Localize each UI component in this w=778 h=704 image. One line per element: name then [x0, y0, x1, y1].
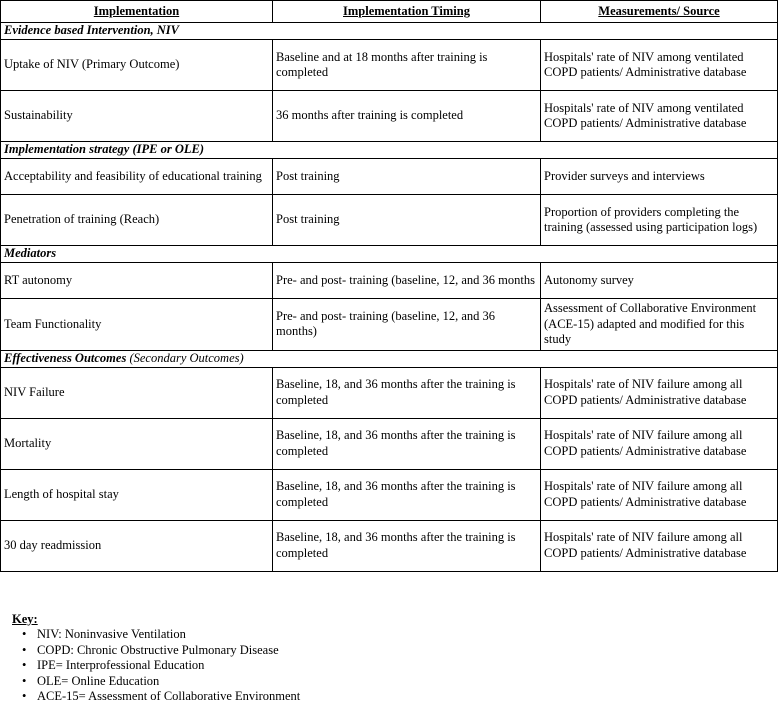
- key-item: [12, 627, 300, 642]
- cell-measurement: Hospitals' rate of NIV failure among all COPD patients/ Administrative database: [541, 469, 778, 520]
- cell-timing: Baseline and at 18 months after training is completed: [273, 40, 541, 91]
- cell-timing: Baseline, 18, and 36 months after the training is completed: [273, 367, 541, 418]
- cell-timing: Pre- and post- training (baseline, 12, and 36 months: [273, 263, 541, 299]
- bullet-icon: •: [22, 627, 27, 642]
- key-item: [12, 643, 300, 658]
- section-title: Mediators: [4, 246, 57, 261]
- table-row: [1, 263, 778, 299]
- section-row: [1, 142, 778, 159]
- cell-implementation: Sustainability: [1, 91, 273, 142]
- bullet-icon: •: [22, 658, 27, 673]
- header-row: [1, 1, 778, 23]
- table-row: [1, 40, 778, 91]
- cell-implementation: Uptake of NIV (Primary Outcome): [1, 40, 273, 91]
- key-item: [12, 689, 300, 704]
- table-row: [1, 418, 778, 469]
- cell-implementation: Acceptability and feasibility of educational training: [1, 159, 273, 195]
- cell-measurement: Hospitals' rate of NIV failure among all COPD patients/ Administrative database: [541, 520, 778, 571]
- key-list: [12, 627, 300, 704]
- table-row: [1, 367, 778, 418]
- header-measurements: Measurements/ Source: [541, 1, 778, 23]
- cell-implementation: Penetration of training (Reach): [1, 195, 273, 246]
- key-legend: [12, 612, 300, 704]
- table-row: [1, 195, 778, 246]
- section-title: Implementation strategy (IPE or OLE): [4, 142, 204, 157]
- cell-implementation: Mortality: [1, 418, 273, 469]
- table-row: [1, 299, 778, 351]
- section-subtitle: (Secondary Outcomes): [129, 350, 244, 365]
- bullet-icon: •: [22, 642, 27, 657]
- key-item: [12, 674, 300, 689]
- key-item-text: NIV: Noninvasive Ventilation: [37, 627, 186, 642]
- cell-measurement: Hospitals' rate of NIV among ventilated COPD patients/ Administrative database: [541, 91, 778, 142]
- cell-timing: Post training: [273, 159, 541, 195]
- cell-measurement: Hospitals' rate of NIV failure among all COPD patients/ Administrative database: [541, 418, 778, 469]
- cell-measurement: Autonomy survey: [541, 263, 778, 299]
- key-title: Key:: [12, 612, 38, 626]
- section-title: Effectiveness Outcomes: [4, 350, 127, 365]
- cell-implementation: RT autonomy: [1, 263, 273, 299]
- key-item-text: COPD: Chronic Obstructive Pulmonary Disease: [37, 642, 279, 657]
- cell-measurement: Provider surveys and interviews: [541, 159, 778, 195]
- cell-timing: 36 months after training is completed: [273, 91, 541, 142]
- key-item-text: ACE-15= Assessment of Collaborative Environment: [37, 689, 301, 704]
- bullet-icon: •: [22, 673, 27, 688]
- cell-timing: Baseline, 18, and 36 months after the training is completed: [273, 469, 541, 520]
- cell-measurement: Hospitals' rate of NIV among ventilated COPD patients/ Administrative database: [541, 40, 778, 91]
- cell-timing: Post training: [273, 195, 541, 246]
- key-item-text: IPE= Interprofessional Education: [37, 658, 205, 673]
- cell-implementation: Team Functionality: [1, 299, 273, 351]
- cell-implementation: 30 day readmission: [1, 520, 273, 571]
- cell-implementation: Length of hospital stay: [1, 469, 273, 520]
- cell-measurement: Assessment of Collaborative Environment (ACE-15) adapted and modified for this study: [541, 299, 778, 351]
- bullet-icon: •: [22, 689, 27, 704]
- section-row: [1, 23, 778, 40]
- cell-timing: Baseline, 18, and 36 months after the training is completed: [273, 418, 541, 469]
- key-item-text: OLE= Online Education: [37, 673, 160, 688]
- cell-measurement: Hospitals' rate of NIV failure among all COPD patients/ Administrative database: [541, 367, 778, 418]
- header-timing: Implementation Timing: [273, 1, 541, 23]
- table-row: [1, 520, 778, 571]
- section-title: Evidence based Intervention, NIV: [4, 23, 179, 38]
- cell-implementation: NIV Failure: [1, 367, 273, 418]
- key-item: [12, 658, 300, 673]
- cell-measurement: Proportion of providers completing the training (assessed using participation logs): [541, 195, 778, 246]
- table-row: [1, 159, 778, 195]
- header-implementation: Implementation: [1, 1, 273, 23]
- cell-timing: Pre- and post- training (baseline, 12, and 36 months): [273, 299, 541, 351]
- section-row: [1, 350, 778, 367]
- table-row: [1, 469, 778, 520]
- section-row: [1, 246, 778, 263]
- table-row: [1, 91, 778, 142]
- cell-timing: Baseline, 18, and 36 months after the training is completed: [273, 520, 541, 571]
